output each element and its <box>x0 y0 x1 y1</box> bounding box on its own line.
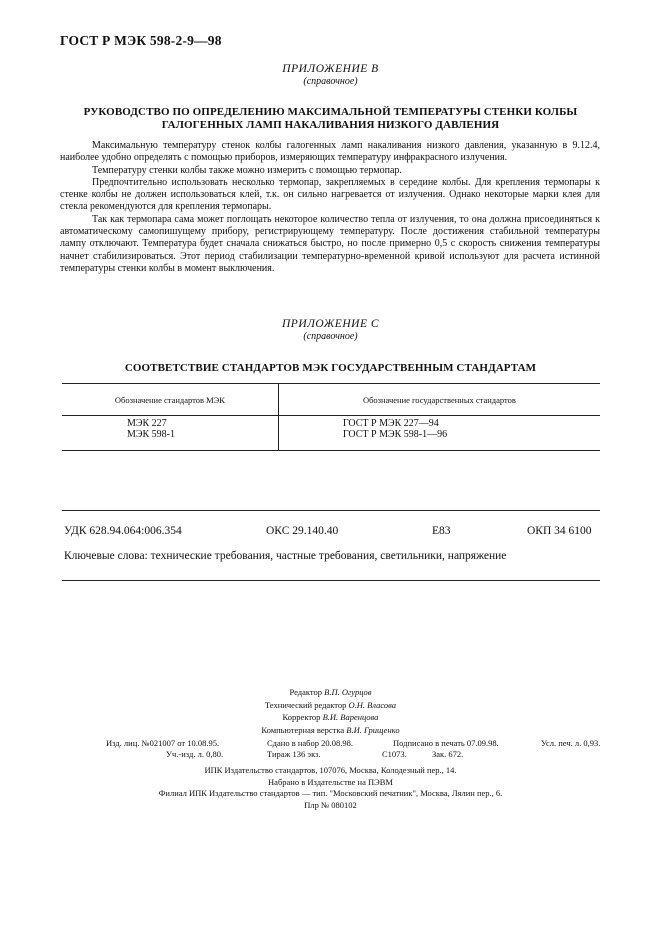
iec-standards-cell <box>62 416 278 451</box>
credit-line <box>0 699 661 712</box>
credit-role: Технический редактор <box>264 699 347 710</box>
table-cell: ГОСТ Р МЭК 227—94 <box>342 418 439 429</box>
publisher-line: ИПК Издательство стандартов, 107076, Москва, Колодезный пер., 14. <box>204 765 457 775</box>
udk-code: УДК 628.94.064:006.354 <box>64 525 182 537</box>
appendix-b-heading-line1: РУКОВОДСТВО ПО ОПРЕДЕЛЕНИЮ МАКСИМАЛЬНОЙ ТЕМПЕРАТУРЫ СТЕНКИ КОЛБЫ <box>83 106 578 118</box>
header-state-standards: Обозначение государственных стандартов <box>278 384 600 416</box>
table-row <box>62 416 600 451</box>
credit-name: О.Н. Власова <box>348 699 397 710</box>
credit-name: В.П. Огурцов <box>324 687 372 697</box>
divider <box>62 580 600 581</box>
divider <box>62 510 600 511</box>
credits <box>0 686 661 736</box>
credit-role: Корректор <box>282 712 321 722</box>
publisher-line: Набрано в Издательстве на ПЭВМ <box>268 776 393 787</box>
okp-code: ОКП 34 6100 <box>527 525 592 537</box>
e-code: Е83 <box>432 525 451 537</box>
appendix-c-title: ПРИЛОЖЕНИЕ С <box>281 318 380 330</box>
imprint-run: Тираж 136 экз. <box>267 749 321 759</box>
table-header-row <box>62 384 600 416</box>
table-cell: МЭК 598-1 <box>127 429 175 440</box>
keywords: Ключевые слова: технические требования, частные требования, светильники, напряжение <box>64 550 507 562</box>
imprint-print-sheets: Усл. печ. л. 0,93. <box>541 738 601 748</box>
imprint-signed: Подписано в печать 07.09.98. <box>393 738 499 748</box>
imprint-order: Зак. 672. <box>432 749 464 759</box>
credit-name: В.И. Варенцова <box>322 712 379 722</box>
credit-role: Компьютерная верстка <box>261 724 345 735</box>
imprint-license: Изд. лиц. №021007 от 10.08.95. <box>106 738 220 748</box>
appendix-b-title: ПРИЛОЖЕНИЕ В <box>282 63 379 75</box>
paragraph: Температуру стенки колбы также можно измерить с помощью термопар. <box>92 164 402 176</box>
credit-name: В.И. Грищенко <box>346 724 400 735</box>
credit-line <box>0 711 661 724</box>
credit-line <box>0 724 661 737</box>
table-cell: МЭК 227 <box>127 418 167 429</box>
imprint-code: С1073. <box>382 749 407 759</box>
table-cell: ГОСТ Р МЭК 598-1—96 <box>342 429 448 440</box>
header-iec-standards: Обозначение стандартов МЭК <box>62 384 278 416</box>
appendix-c-heading: СООТВЕТСТВИЕ СТАНДАРТОВ МЭК ГОСУДАРСТВЕННЫМ СТАНДАРТАМ <box>124 362 537 374</box>
appendix-b-subtitle: (справочное) <box>303 76 358 87</box>
imprint-sent: Сдано в набор 20.08.98. <box>267 738 353 748</box>
paragraph: Максимальную температуру стенок колбы галогенных ламп накаливания низкого давления, указанную в 9.12.4, наиболее удобно определять с помощью приборов, измеряющих температуру инфракрасного излучения. <box>60 140 600 164</box>
credit-role: Редактор <box>289 687 322 697</box>
appendix-b-body <box>60 140 600 275</box>
publisher-info <box>0 765 661 811</box>
publisher-line: Филиал ИПК Издательство стандартов — тип. "Московский печатник", Москва, Лялин пер., 6. <box>158 788 503 798</box>
publisher-line: Плр № 080102 <box>304 799 357 810</box>
imprint-pub-sheets: Уч.-изд. л. 0,80. <box>166 749 224 759</box>
appendix-c-subtitle: (справочное) <box>303 331 358 342</box>
appendix-b-heading-line2: ГАЛОГЕННЫХ ЛАМП НАКАЛИВАНИЯ НИЗКОГО ДАВЛЕНИЯ <box>161 119 500 131</box>
standards-correspondence-table <box>62 383 600 451</box>
state-standards-cell <box>278 416 600 451</box>
document-code: ГОСТ Р МЭК 598-2-9—98 <box>60 33 222 48</box>
paragraph: Так как термопара сама может поглощать некоторое количество тепла от излучения, то она должна присоединяться к автоматическому самопишущему прибору, регистрирующему температуру. После достижения стабильной температуры лампу отключают. Температура будет сначала снижаться быстро, но после примерно 0,5 с скорость снижения температуры начнет стабилизироваться. Этот период стабилизации температурно-временной кривой используют для расчета истинной температуры стенки колбы в момент выключения. <box>60 213 600 274</box>
paragraph: Предпочтительно использовать несколько термопар, закрепляемых в середине колбы. Для крепления термопары к стенке колбы не должен использоваться клей, т.к. он сильно нагревается от излучения. Однако некоторые марки клея для стекла рекомендуются для крепления термопары. <box>60 176 600 213</box>
oks-code: ОКС 29.140.40 <box>266 525 339 537</box>
credit-line <box>0 686 661 699</box>
